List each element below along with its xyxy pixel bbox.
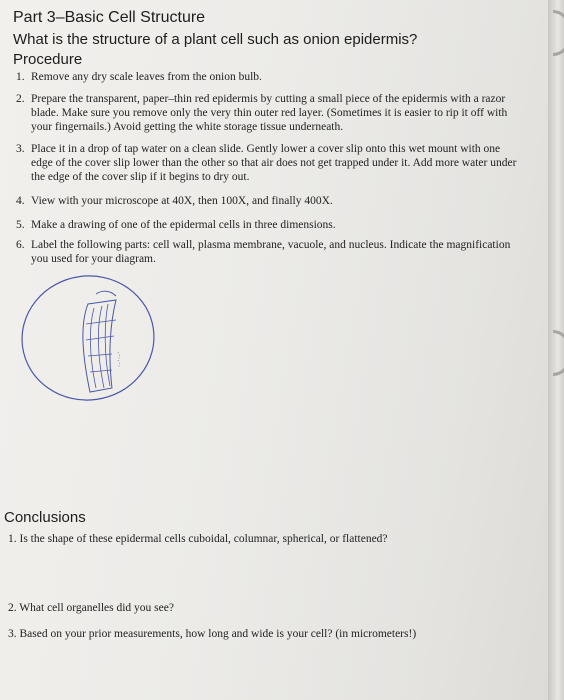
conclusion-question: [8, 532, 528, 546]
step-text: Remove any dry scale leaves from the onion bulb.: [31, 71, 262, 83]
step-number: 4.: [16, 195, 25, 207]
step-text: Label the following parts: cell wall, plasma membrane, vacuole, and nucleus. Indicate the magnification you used for your diagram.: [31, 239, 511, 265]
procedure-step: [16, 194, 516, 208]
procedure-step: [16, 238, 522, 266]
question-number: 2.: [8, 602, 17, 614]
conclusion-question: [8, 627, 528, 641]
question-number: 3.: [8, 628, 17, 640]
step-number: 2.: [16, 93, 25, 105]
step-number: 6.: [16, 239, 25, 251]
procedure-heading: Procedure: [13, 51, 83, 68]
conclusion-question: [8, 601, 528, 615]
conclusions-heading: Conclusions: [4, 509, 86, 526]
step-text: Prepare the transparent, paper–thin red epidermis by cutting a small piece of the epidermis with a razor blade. Make sure you remove only the very thin outer red layer. (Sometimes it is easier to rip it off with your fingernails.) Avoid getting the white storage tissue underneath.: [31, 93, 508, 133]
step-text: Place it in a drop of tap water on a clean slide. Gently lower a cover slip onto this wet mount with one edge of the cover slip lower than the other so that air does not get trapped under it. Add more water under the edge of the cover slip if it begins to dry out.: [31, 143, 517, 183]
step-text: Make a drawing of one of the epidermal cells in three dimensions.: [31, 219, 336, 231]
procedure-step: [16, 70, 516, 84]
section-question: What is the structure of a plant cell such as onion epidermis?: [13, 31, 418, 48]
binder-ring: [553, 10, 564, 56]
step-number: 5.: [16, 219, 25, 231]
question-text: Is the shape of these epidermal cells cuboidal, columnar, spherical, or flattened?: [19, 533, 388, 545]
binder-ring: [553, 330, 564, 376]
question-text: Based on your prior measurements, how long and wide is your cell? (in micrometers!): [19, 628, 417, 640]
procedure-step: [16, 92, 516, 134]
procedure-step: [16, 142, 522, 184]
step-text: View with your microscope at 40X, then 100X, and finally 400X.: [31, 195, 333, 207]
step-number: 1.: [16, 71, 25, 83]
cell-drawing-sketch: [16, 264, 166, 424]
question-text: What cell organelles did you see?: [19, 602, 174, 614]
procedure-step: [16, 218, 516, 232]
question-number: 1.: [8, 533, 17, 545]
step-number: 3.: [16, 143, 25, 155]
binder-edge: [548, 0, 564, 700]
part-title: Part 3–Basic Cell Structure: [13, 9, 206, 26]
